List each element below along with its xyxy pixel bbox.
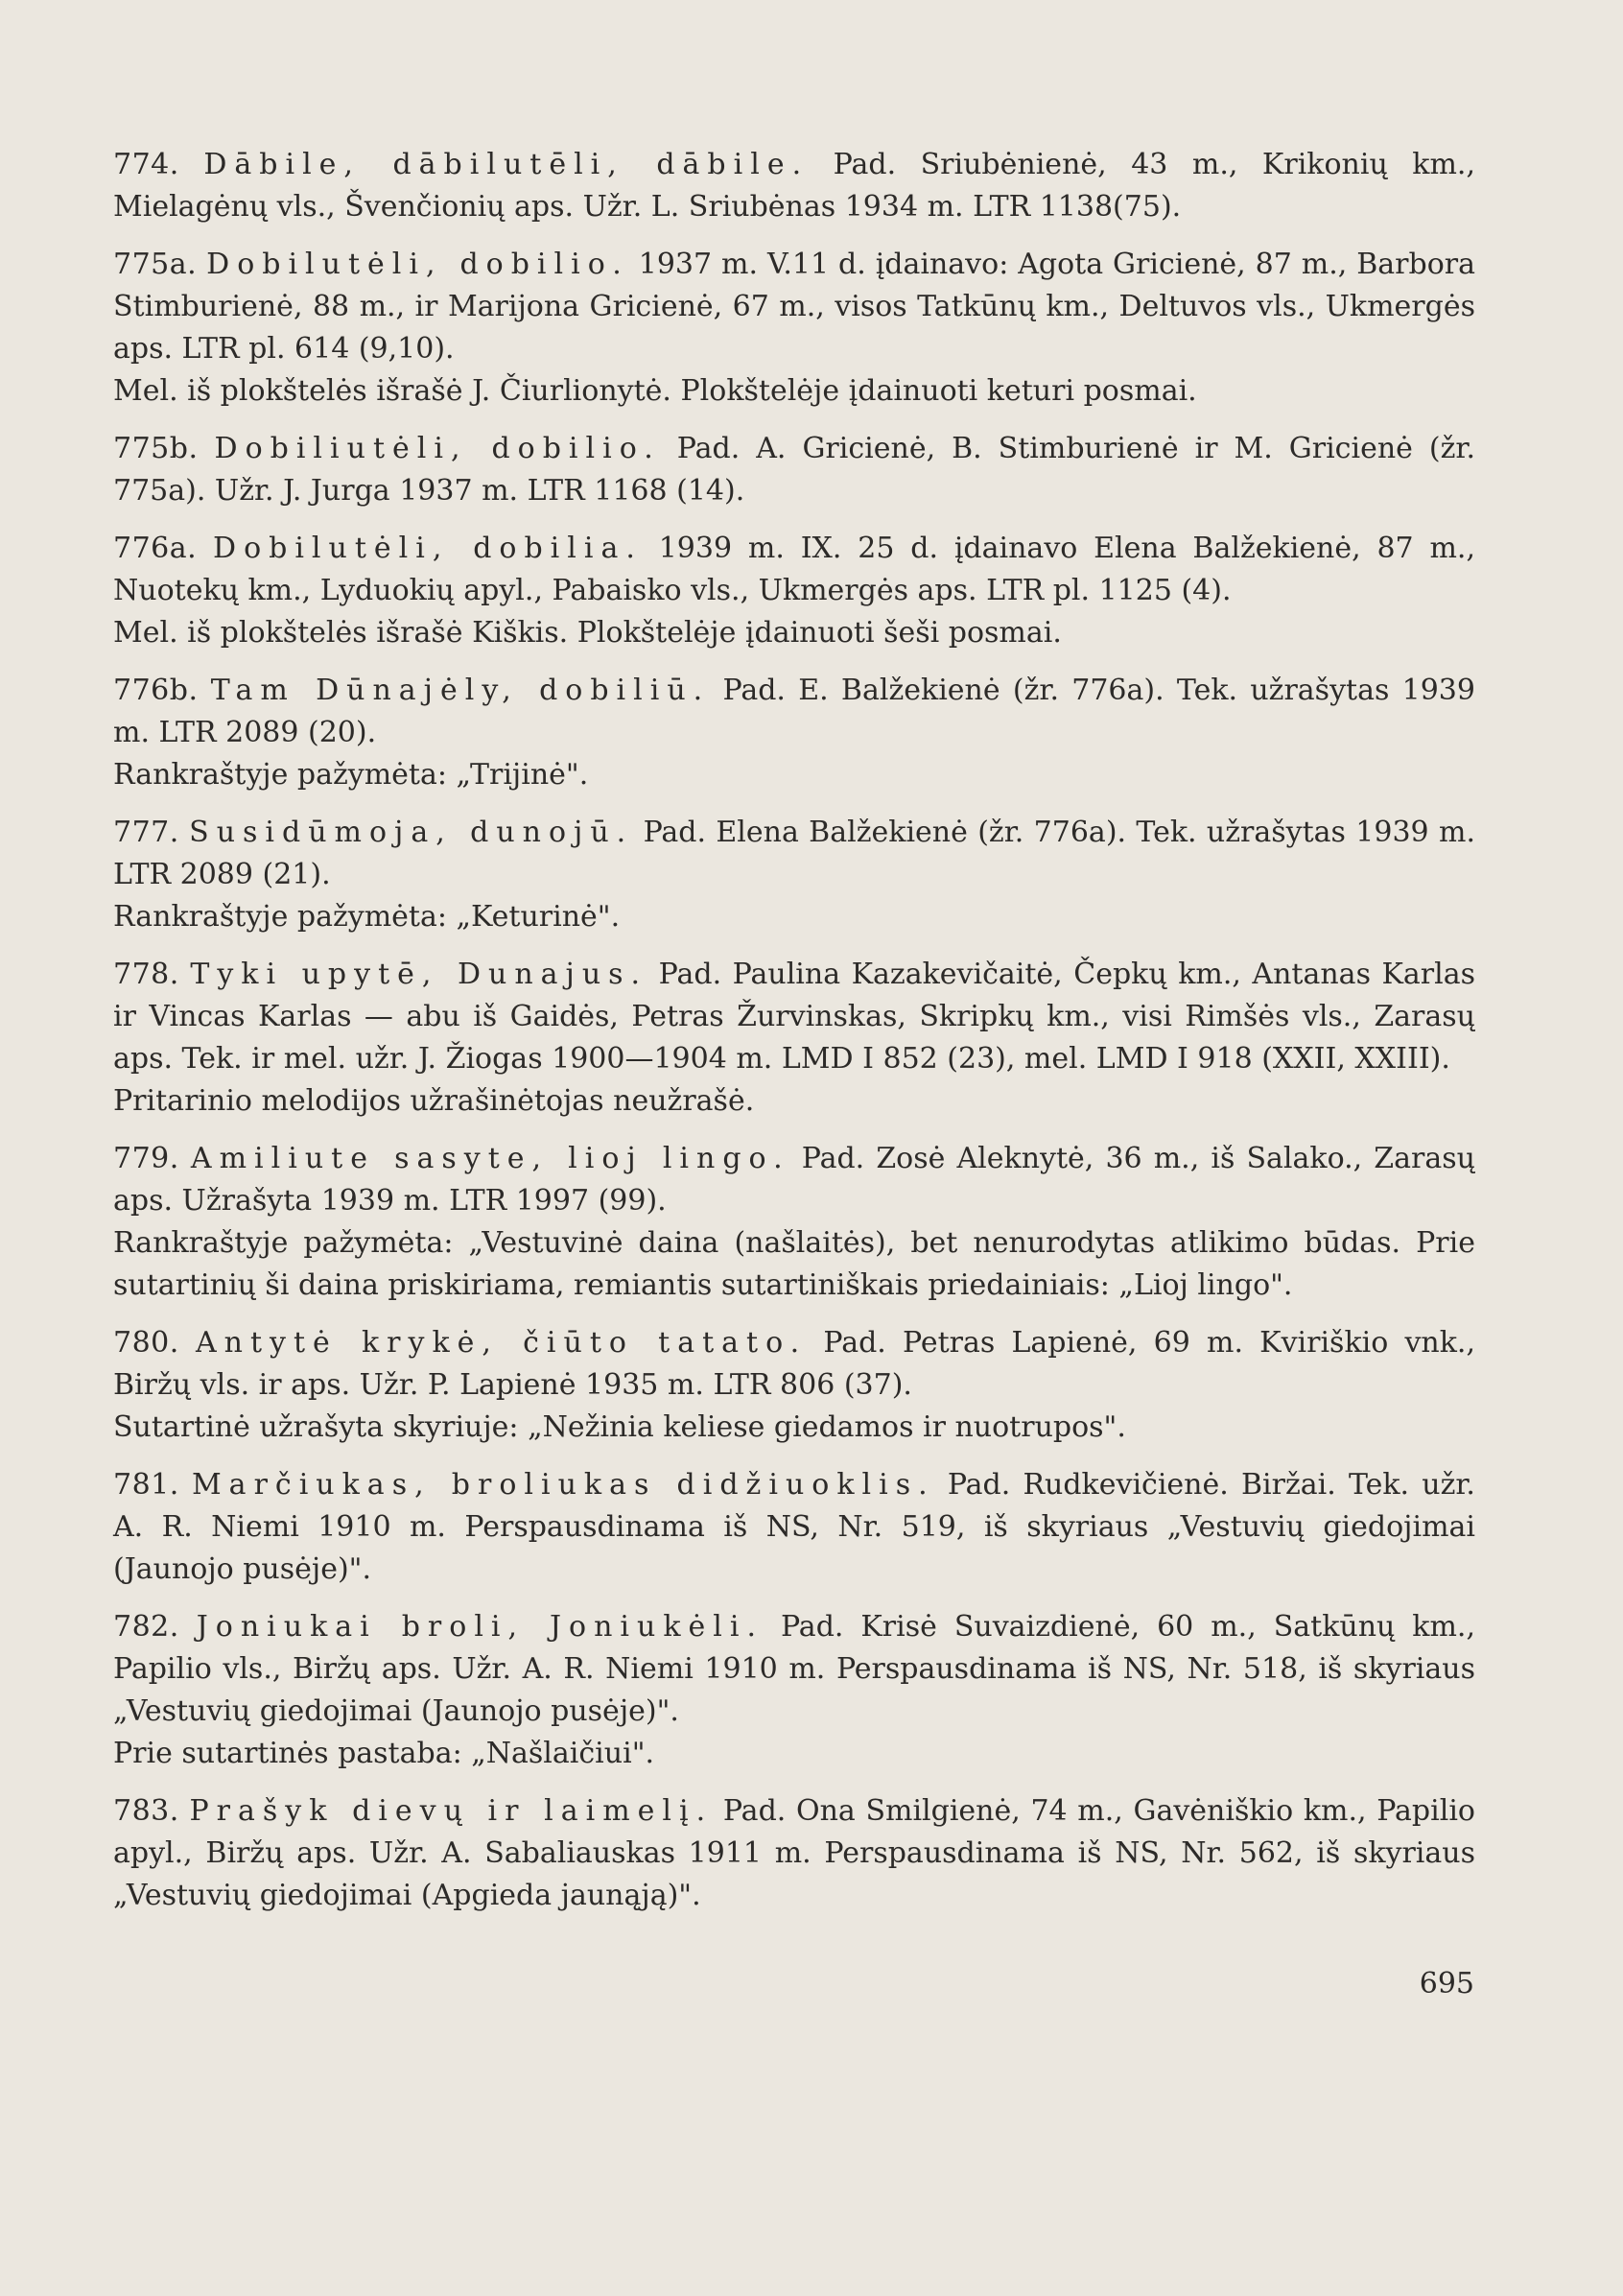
entry-number: 775a. [113, 248, 198, 281]
entry-number: 775b. [113, 432, 199, 465]
entry-title: Prašyk dievų ir laimelį. [189, 1794, 714, 1828]
entry [113, 428, 1475, 512]
entry [113, 1606, 1475, 1775]
entry-number: 777. [113, 816, 179, 849]
entry-text: Pad. Sriubėnienė, 43 m., Krikonių km., Mielagėnų vls., Švenčionių aps. Užr. L. Sriubėnas 1934 m. LTR 1138(75). [113, 148, 1475, 224]
entry-number: 779. [113, 1142, 179, 1175]
entry-title: Tyki upytē, Dunajus. [190, 958, 648, 991]
entry-note: Sutartinė užrašyta skyriuje: „Nežinia keliese giedamos ir nuotrupos". [113, 1410, 1126, 1444]
entry-number: 776b. [113, 674, 199, 707]
entry-paragraph [113, 670, 1475, 754]
entry [113, 670, 1475, 796]
entry-text: Pad. Paulina Kazakevičaitė, Čepkų km., Antanas Karlas ir Vincas Karlas — abu iš Gaidės, Petras Žurvinskas, Skripkų km., visi Rimšės vls., Zarasų aps. Tek. ir mel. užr. J. Žiogas 1900—1904 m. LMD I 852 (23), mel. LMD I 918 (XXII, XXIII). [113, 958, 1476, 1076]
entry-number: 783. [113, 1794, 179, 1828]
entry-title: Dābile, dābilutēli, dābile. [203, 148, 810, 181]
entry-number: 776a. [113, 532, 198, 565]
entry-text: Pad. Elena Balžekienė (žr. 776a). Tek. užrašytas 1939 m. LTR 2089 (21). [113, 816, 1475, 891]
entry-paragraph [113, 1790, 1475, 1917]
entry-text: Pad. E. Balžekienė (žr. 776a). Tek. užrašytas 1939 m. LTR 2089 (20). [113, 674, 1475, 749]
entry [113, 144, 1475, 228]
entry-text: Pad. Ona Smilgienė, 74 m., Gavėniškio km., Papilio apyl., Biržų aps. Užr. A. Sabaliauskas 1911 m. Perspausdinama iš NS, Nr. 562, iš skyriaus „Vestuvių giedojimai (Apgieda jaunąją)". [113, 1794, 1475, 1912]
entry-paragraph [113, 244, 1475, 370]
entry-text: 1939 m. IX. 25 d. įdainavo Elena Balžekienė, 87 m., Nuotekų km., Lyduokių apyl., Pabaisko vls., Ukmergės aps. LTR pl. 1125 (4). [113, 532, 1475, 607]
entry-title: Susidūmoja, dunojū. [189, 816, 634, 849]
entry [113, 812, 1475, 938]
entry [113, 244, 1475, 413]
entry-paragraph [113, 428, 1475, 512]
entries-list [113, 144, 1475, 1932]
entry-note: Rankraštyje pažymėta: „Vestuvinė daina (našlaitės), bet nenurodytas atlikimo būdas. Prie sutartinių ši daina priskiriama, remiantis sutartiniškais priedainiais: „Lioj lingo". [113, 1226, 1475, 1302]
entry-paragraph [113, 1322, 1475, 1407]
entry-text: 1937 m. V.11 d. įdainavo: Agota Gricienė, 87 m., Barbora Stimburienė, 88 m., ir Marijona Gricienė, 67 m., visos Tatkūnų km., Deltuvos vls., Ukmergės aps. LTR pl. 614 (9,10). [113, 248, 1476, 366]
entry-title: Dobiliutėli, dobilio. [214, 432, 661, 465]
entry-paragraph [113, 528, 1475, 612]
entry-number: 778. [113, 958, 179, 991]
entry-number: 781. [113, 1468, 179, 1502]
entry-number: 782. [113, 1610, 179, 1644]
entry-title: Dobilutėli, dobilio. [206, 248, 629, 281]
entry-text: Pad. Rudkevičienė. Biržai. Tek. užr. A. R. Niemi 1910 m. Perspausdinama iš NS, Nr. 519, iš skyriaus „Vestuvių giedojimai (Jaunojo pusėje)". [113, 1468, 1475, 1586]
entry-text: Pad. Krisė Suvaizdienė, 60 m., Satkūnų km., Papilio vls., Biržų aps. Užr. A. R. Niemi 1910 m. Perspausdinama iš NS, Nr. 518, iš skyriaus „Vestuvių giedojimai (Jaunojo pusėje)". [113, 1610, 1475, 1728]
entry-title: Joniukai broli, Joniukėli. [196, 1610, 764, 1644]
entry-text: Pad. Zosė Aleknytė, 36 m., iš Salako., Zarasų aps. Užrašyta 1939 m. LTR 1997 (99). [113, 1142, 1475, 1218]
entry-paragraph [113, 144, 1475, 228]
entry-paragraph [113, 1138, 1475, 1222]
entry [113, 954, 1475, 1123]
entry-note: Rankraštyje pažymėta: „Trijinė". [113, 758, 589, 792]
entry-number: 774. [113, 148, 179, 181]
entry-text: Pad. A. Gricienė, B. Stimburienė ir M. Gricienė (žr. 775a). Užr. J. Jurga 1937 m. LTR 1168 (14). [113, 432, 1475, 508]
entry-text: Pad. Petras Lapienė, 69 m. Kviriškio vnk., Biržų vls. ir aps. Užr. P. Lapienė 1935 m. LTR 806 (37). [113, 1326, 1475, 1402]
entry-note: Mel. iš plokštelės išrašė J. Čiurlionytė. Plokštelėje įdainuoti keturi posmai. [113, 374, 1197, 408]
entry [113, 1790, 1475, 1917]
entry-title: Amiliute sasyte, lioj lingo. [190, 1142, 790, 1175]
entry-note: Prie sutartinės pastaba: „Našlaičiui". [113, 1737, 655, 1770]
entry-title: Antytė krykė, čiūto tatato. [196, 1326, 808, 1360]
entry [113, 1138, 1475, 1307]
entry-number: 780. [113, 1326, 179, 1360]
entry-title: Marčiukas, broliukas didžiuoklis. [191, 1468, 935, 1502]
entry [113, 528, 1475, 654]
entry-paragraph [113, 812, 1475, 896]
entry-title: Tam Dūnajėly, dobiliū. [210, 674, 711, 707]
entry-note: Pritarinio melodijos užrašinėtojas neužrašė. [113, 1084, 755, 1118]
entry-title: Dobilutėli, dobilia. [213, 532, 643, 565]
entry-note: Rankraštyje pažymėta: „Keturinė". [113, 900, 621, 934]
entry-paragraph [113, 1606, 1475, 1733]
page-number: 695 [1419, 1967, 1474, 2000]
entry [113, 1322, 1475, 1449]
entry [113, 1464, 1475, 1591]
entry-paragraph [113, 1464, 1475, 1591]
entry-paragraph [113, 954, 1475, 1080]
entry-note: Mel. iš plokštelės išrašė Kiškis. Plokštelėje įdainuoti šeši posmai. [113, 616, 1062, 650]
